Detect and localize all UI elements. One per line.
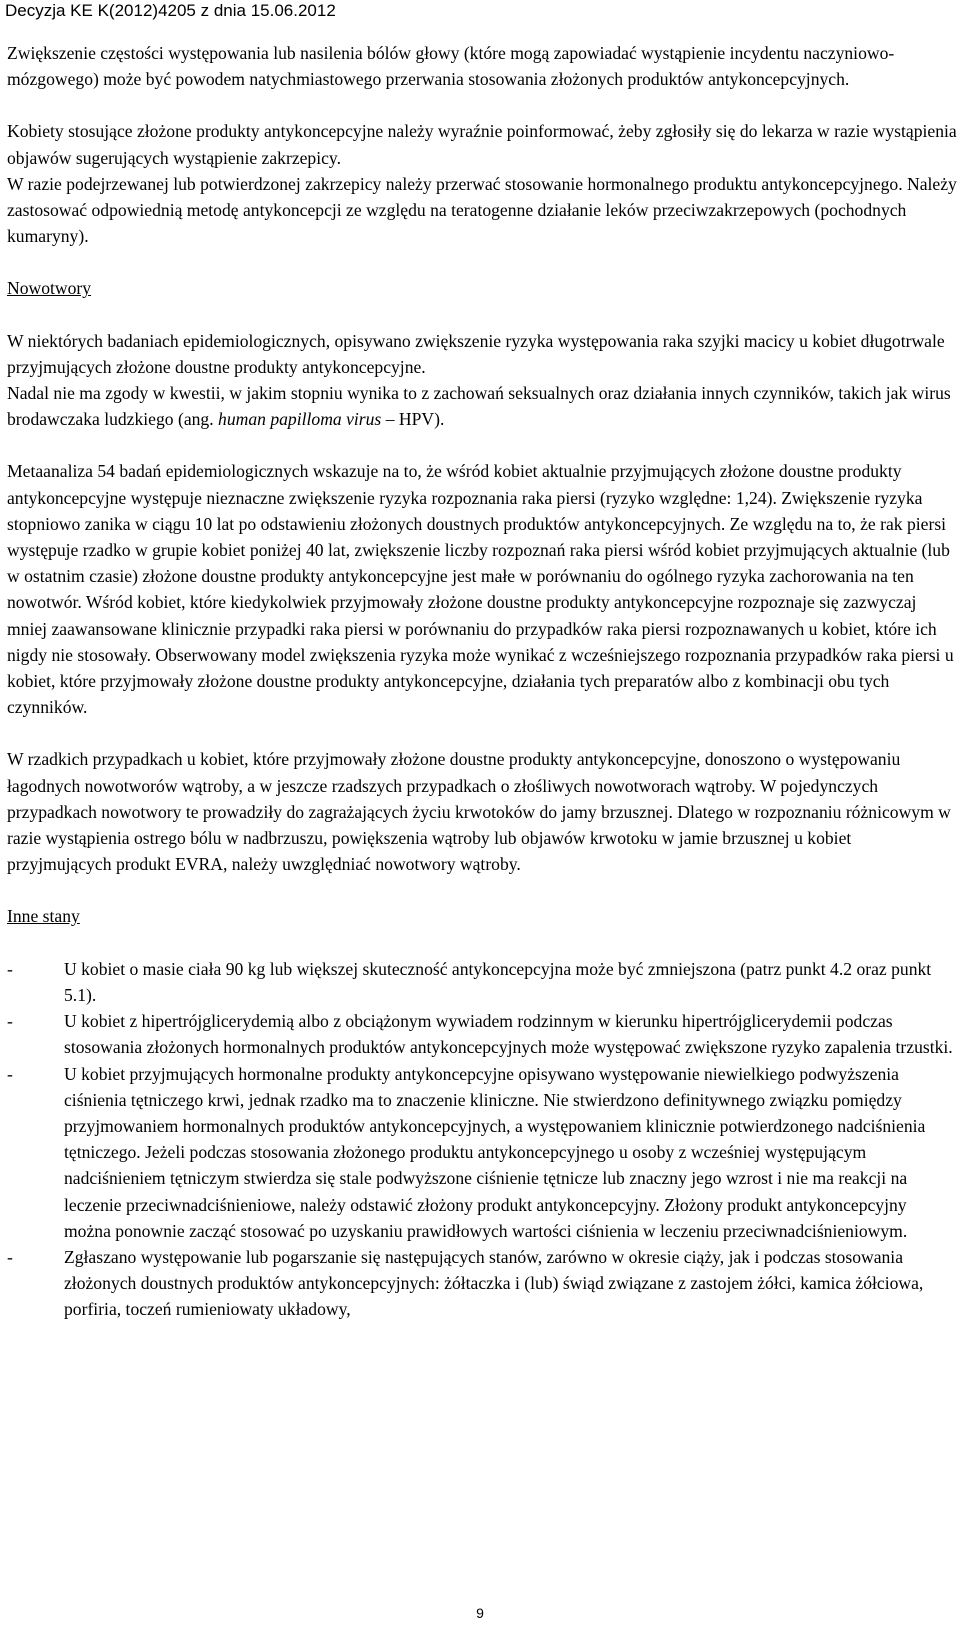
paragraph-breast-cancer: Metaanaliza 54 badań epidemiologicznych wskazuje na to, że wśród kobiet aktualnie przyjmujących złożone doustne produkty antykoncepcyjne występuje nieznaczne zwiększenie ryzyka rozpoznania raka piersi (ryzyko względne: 1,24). Zwiększenie ryzyka stopniowo zanika w ciągu 10 lat po odstawieniu złożonych doustnych produktów antykoncepcyjnych. Ze względu na to, że rak piersi występuje rzadko w grupie kobiet poniżej 40 lat, zwiększenie liczby rozpoznań raka piersi wśród kobiet przyjmujących aktualnie (lub w ostatnim czasie) złożone doustne produkty antykoncepcyjne jest małe w porównaniu do ogólnego ryzyka zachorowania na ten nowotwór. Wśród kobiet, które kiedykolwiek przyjmowały złożone doustne produkty antykoncepcyjne rozpoznaje się zazwyczaj mniej zaawansowane klinicznie przypadki raka piersi w porównaniu do przypadków raka piersi rozpoznawanych u kobiet, które ich nigdy nie stosowały. Obserwowany model zwiększenia ryzyka może wynikać z wcześniejszego rozpoznania przypadków raka piersi u kobiet, które przyjmowały złożone doustne produkty antykoncepcyjne, działania tych preparatów albo z kombinacji obu tych czynników. [7,461,954,718]
list-item [7,1244,957,1323]
list-item-text: U kobiet o masie ciała 90 kg lub większej skuteczność antykoncepcyjna może być zmniejszona (patrz punkt 4.2 oraz punkt 5.1). [64,958,932,1005]
paragraph-inform-women: Kobiety stosujące złożone produkty antykoncepcyjne należy wyraźnie poinformować, żeby zgłosiły się do lekarza w razie wystąpienia objawów sugerujących wystąpienie zakrzepicy. [7,121,957,168]
list-dash: - [7,1246,13,1267]
paragraph-cervical-cancer: W niektórych badaniach epidemiologicznych, opisywano zwiększenie ryzyka występowania raka szyjki macicy u kobiet długotrwale przyjmujących złożone doustne produkty antykoncepcyjne. [7,330,945,377]
document-header: Decyzja KE K(2012)4205 z dnia 15.06.2012 [5,1,336,20]
list-item-text: U kobiet z hipertrójglicerydemią albo z obciążonym wywiadem rodzinnym w kierunku hipertrójglicerydemii podczas stosowania złożonych hormonalnych produktów antykoncepcyjnych może występować zwiększone ryzyko zapalenia trzustki. [64,1011,953,1058]
heading-nowotwory-text: Nowotwory [7,278,92,299]
hpv-italic-term: human papilloma virus [218,409,382,430]
page-number: 9 [476,1605,484,1621]
paragraph-liver-tumors: W rzadkich przypadkach u kobiet, które przyjmowały złożone doustne produkty antykoncepcyjne, donoszono o występowaniu łagodnych nowotworów wątroby, a w jeszcze rzadszych przypadkach o złośliwych nowotworach wątroby. W pojedynczych przypadkach nowotwory te prowadziły do zagrażających życiu krwotoków do jamy brzusznej. Dlatego w rozpoznaniu różnicowym w razie wystąpienia ostrego bólu w nadbrzuszu, powiększenia wątroby lub objawów krwotoku w jamie brzusznej u kobiet przyjmujących produkt EVRA, należy uwzględniać nowotwory wątroby. [7,749,951,875]
hpv-text-start: Nadal nie ma zgody w kwestii, w jakim stopniu wynika to z zachowań seksualnych oraz działania innych czynników, takich jak wirus brodawczaka ludzkiego (ang. [7,383,951,430]
list-dash: - [7,958,13,979]
document-body [7,40,957,1323]
list-item-text: U kobiet przyjmujących hormonalne produkty antykoncepcyjne opisywano występowanie niewielkiego podwyższenia ciśnienia tętniczego krwi, jednak rzadko ma to znaczenie kliniczne. Nie stwierdzono definitywnego związku pomiędzy przyjmowaniem hormonalnych produktów antykoncepcyjnych, a występowaniem klinicznie potwierdzonego nadciśnienia tętniczego. Jeżeli podczas stosowania złożonego produktu antykoncepcyjnego u osoby z wcześniej występującym nadciśnieniem tętniczym stwierdza się stale podwyższone ciśnienie tętnicze lub znaczny jego wzrost i nie ma reakcji na leczenie przeciwnadciśnieniowe, należy odstawić złożony produkt antykoncepcyjny. Złożony produkt antykoncepcyjny można ponownie zacząć stosować po uzyskaniu prawidłowych wartości ciśnienia w leczeniu przeciwnadciśnieniowym. [64,1063,926,1241]
list-item-text: Zgłaszano występowanie lub pogarszanie się następujących stanów, zarówno w okresie ciąży, jak i podczas stosowania złożonych doustnych produktów antykoncepcyjnych: żółtaczka i (lub) świąd związane z zastojem żółci, kamica żółciowa, porfiria, toczeń rumieniowaty układowy, [64,1246,924,1320]
section-heading-nowotwory [7,275,957,301]
list-dash: - [7,1063,13,1084]
conditions-list [7,956,957,1323]
list-dash: - [7,1011,13,1032]
list-item [7,1061,957,1244]
heading-inne-stany-text: Inne stany [7,906,80,927]
section-heading-inne-stany [7,903,957,929]
list-item [7,1008,957,1060]
paragraph-hpv [7,380,957,432]
paragraph-headache: Zwiększenie częstości występowania lub nasilenia bólów głowy (które mogą zapowiadać wystąpienie incydentu naczyniowo-mózgowego) może być powodem natychmiastowego przerwania stosowania złożonych produktów antykoncepcyjnych. [7,43,895,90]
paragraph-thrombosis: W razie podejrzewanej lub potwierdzonej zakrzepicy należy przerwać stosowanie hormonalnego produktu antykoncepcyjnego. Należy zastosować odpowiednią metodę antykoncepcji ze względu na teratogenne działanie leków przeciwzakrzepowych (pochodnych kumaryny). [7,173,957,247]
list-item [7,956,957,1008]
hpv-text-end: – HPV). [385,409,445,430]
